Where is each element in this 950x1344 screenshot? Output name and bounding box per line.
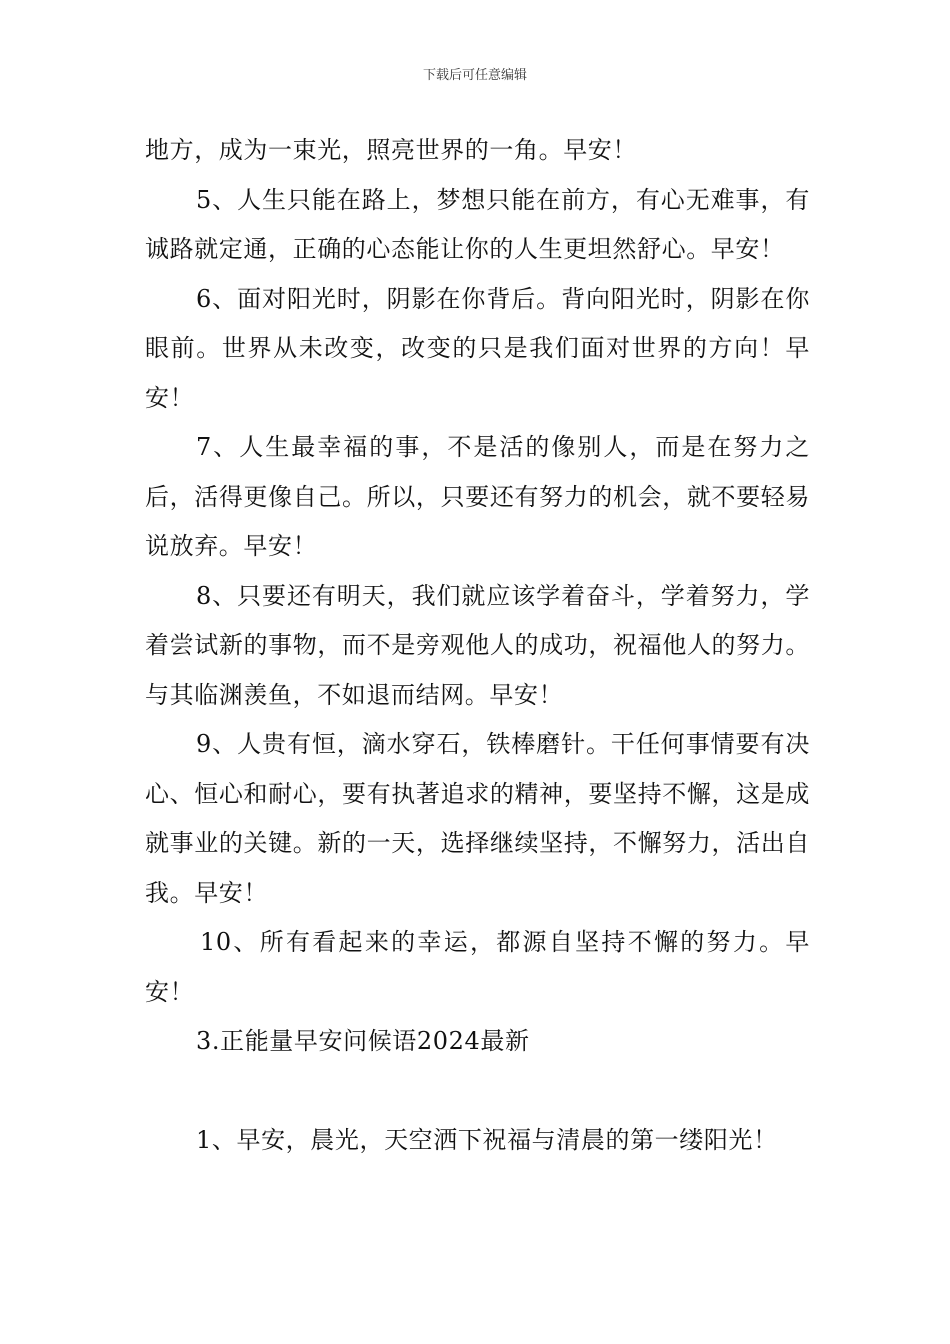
document-body (145, 126, 810, 1165)
continued-paragraph: 地方，成为一束光，照亮世界的一角。早安！ (145, 136, 637, 164)
list-item: 5、人生只能在路上，梦想只能在前方，有心无难事，有诚路就定通，正确的心态能让你的人生更坦然舒心。早安！ (145, 185, 810, 263)
list-item: 10、所有看起来的幸运，都源自坚持不懈的努力。早安！ (145, 928, 810, 1006)
list-item: 7、人生最幸福的事，不是活的像别人，而是在努力之后，活得更像自己。所以，只要还有努力的机会，就不要轻易说放弃。早安！ (145, 433, 810, 560)
blank-line (145, 1067, 810, 1116)
list-item: 6、面对阳光时，阴影在你背后。背向阳光时，阴影在你眼前。世界从未改变，改变的只是我们面对世界的方向！早安！ (145, 284, 810, 412)
page-header-note: 下载后可任意编辑 (422, 68, 527, 83)
section-heading: 3.正能量早安问候语2024最新 (196, 1027, 530, 1055)
list-item: 8、只要还有明天，我们就应该学着奋斗，学着努力，学着尝试新的事物，而不是旁观他人的成功，祝福他人的努力。与其临渊羡鱼，不如退而结网。早安！ (145, 581, 810, 709)
list-item: 1、早安，晨光，天空洒下祝福与清晨的第一缕阳光！ (196, 1125, 778, 1154)
list-item: 9、人贵有恒，滴水穿石，铁棒磨针。干任何事情要有决心、恒心和耐心，要有执著追求的精神，要坚持不懈，这是成就事业的关键。新的一天，选择继续坚持，不懈努力，活出自我。早安！ (145, 730, 810, 907)
